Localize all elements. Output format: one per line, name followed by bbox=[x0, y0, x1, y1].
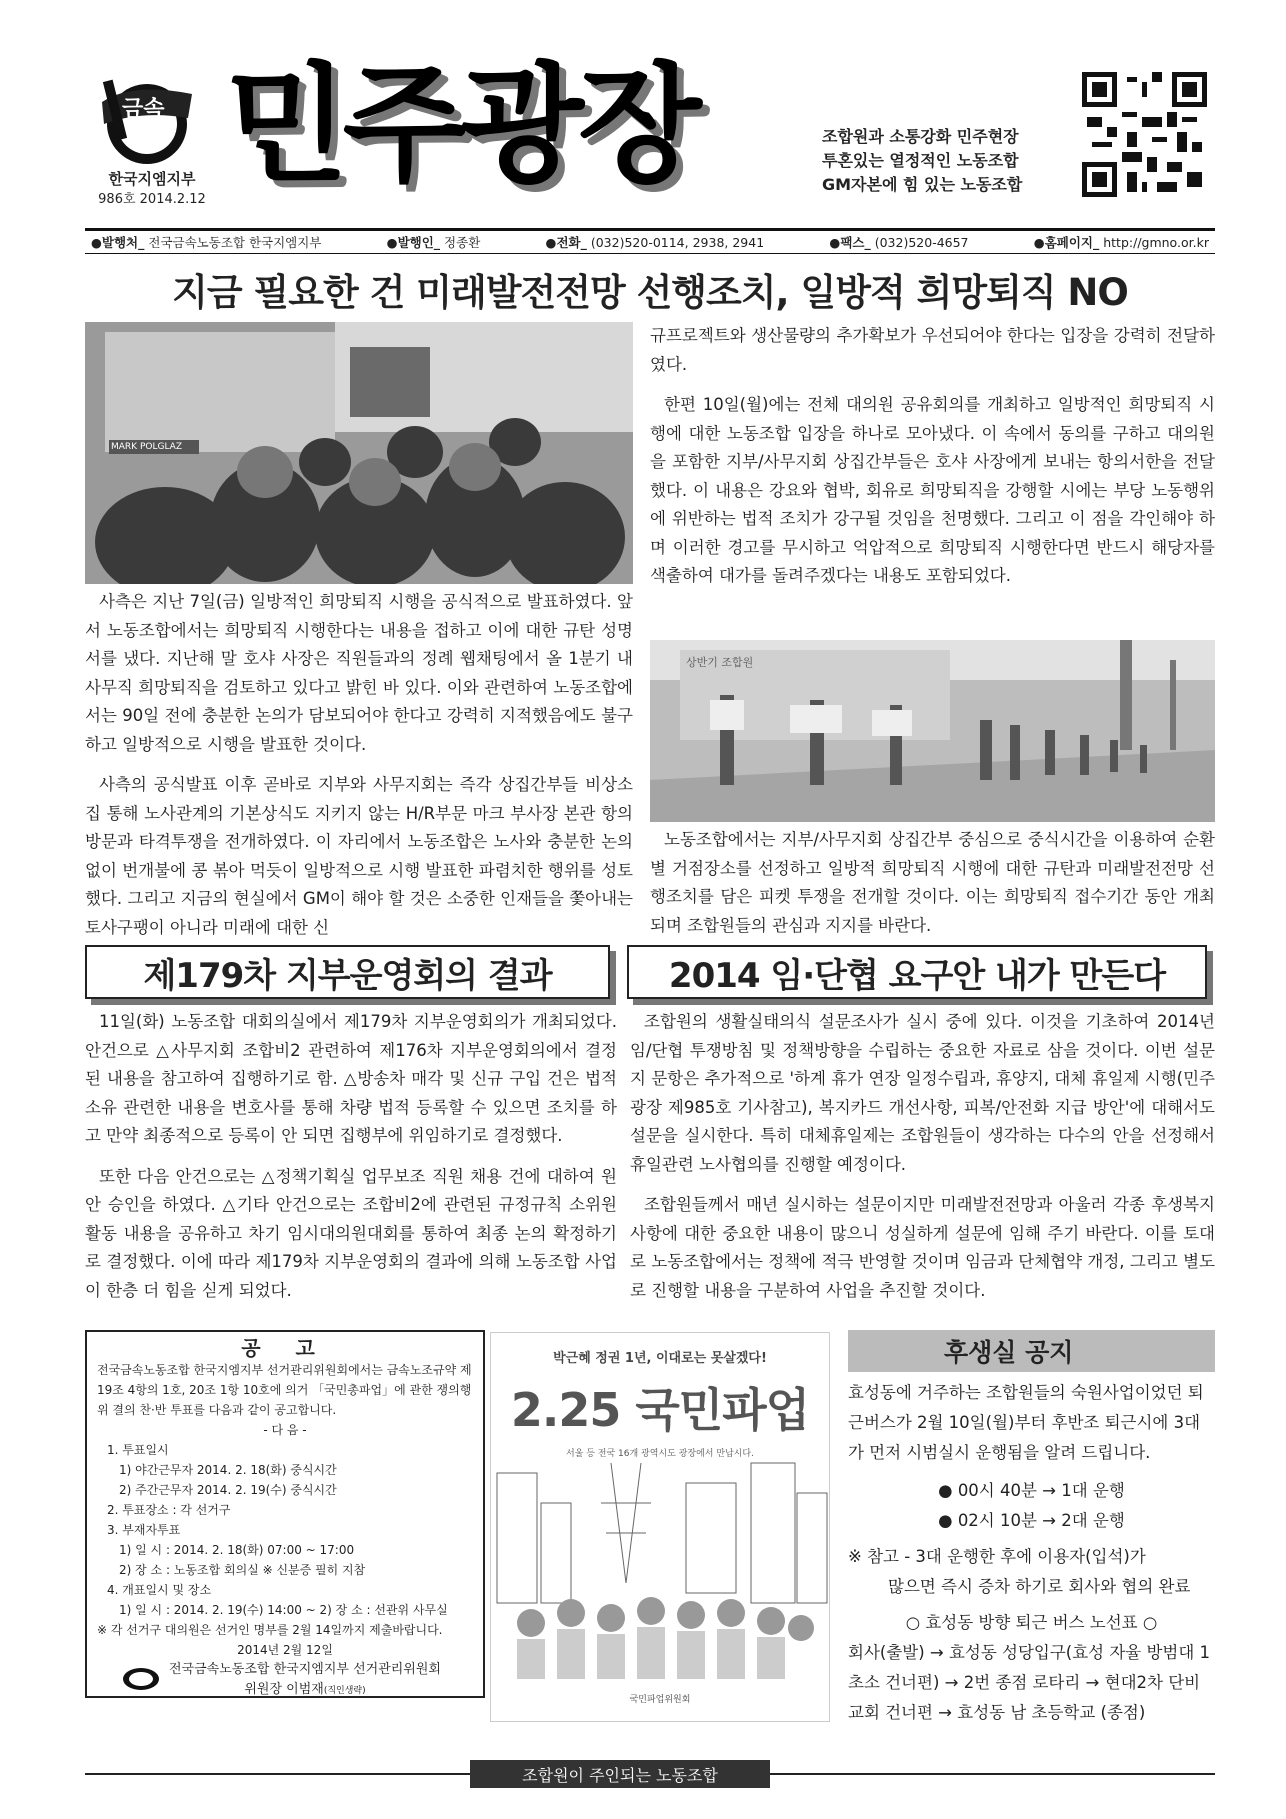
editor-info: ●발행인_ 정종환 bbox=[386, 235, 481, 250]
notice-signature-org: 전국금속노동조합 한국지엠지부 선거관리위원회 bbox=[169, 1662, 441, 1677]
welfare-intro: 효성동에 거주하는 조합원들의 숙원사업이었던 퇴근버스가 2월 10일(월)부터 후반조 퇴근시에 3대가 먼저 시범실시 운행됨을 알려 드립니다. bbox=[848, 1383, 1204, 1462]
seal-omitted: (직인생략) bbox=[323, 1686, 366, 1696]
phone-info: ●전화_ (032)520-0114, 2938, 2941 bbox=[545, 235, 765, 250]
picket-protest-photo bbox=[650, 640, 1215, 822]
article1-right-bottom bbox=[650, 826, 1215, 952]
survey-paragraph: 조합원의 생활실태의식 설문조사가 실시 중에 있다. 이것을 기초하여 2014년 임/단협 투쟁방침 및 정책방향을 수립하는 중요한 자료로 삼을 것이다. 이번 설문지 문항은 추가적으로 '하계 휴가 연장 일정수립과, 휴양지, 대체 휴일제 시행(민주광장 제985호 기사참고), 복지카드 개선사항, 피복/안전화 지급 방안'에 대해서도 설문을 실시한다. 특히 대체휴일제는 조합원들이 생각하는 다수의 안을 선정해서 휴일관련 노사협의를 진행할 예정이다. bbox=[630, 1012, 1215, 1174]
bus-route: 회사(출발) → 효성동 성당입구(효성 자율 방범대 1초소 건너편) → 2번 종점 로타리 → 현대2차 단비교회 건너편 → 효성동 남 초등학교 (종점) bbox=[848, 1643, 1211, 1722]
poster-organizer: 국민파업위원회 bbox=[629, 1695, 691, 1705]
notice-item: 2) 장 소 : 노동조합 회의실 ※ 신분증 필히 지참 bbox=[119, 1563, 366, 1577]
slogans bbox=[822, 125, 1022, 197]
fax-info: ●팩스_ (032)520-4657 bbox=[829, 235, 969, 250]
meeting-paragraph: 또한 다음 안건으로는 △정책기획실 업무보조 직원 채용 건에 대하여 원안 승인을 하였다. △기타 안건으로는 조합비2에 관련된 규정규칙 소위원 활동 내용을 공유하고 차기 임시대의원대회를 통하여 최종 논의 확정하기로 결정했다. 이에 따라 제179차 지부운영회의 결과에 의해 노동조합 사업이 한층 더 힘을 싣게 되었다. bbox=[85, 1166, 617, 1300]
article1-right-top bbox=[650, 322, 1215, 603]
election-notice-box bbox=[85, 1330, 485, 1698]
qr-code[interactable] bbox=[1082, 72, 1207, 197]
protest-photo-office bbox=[85, 322, 633, 584]
notice-item: 1) 일 시 : 2014. 2. 18(화) 07:00 ~ 17:00 bbox=[119, 1543, 355, 1557]
publisher-info: ●발행처_ 전국금속노동조합 한국지엠지부 bbox=[91, 235, 322, 250]
article1-paragraph: 사측의 공식발표 이후 곧바로 지부와 사무지회는 즉각 상집간부들 비상소집 통해 노사관계의 기본상식도 지키지 않는 H/R부문 마크 부사장 본관 항의방문과 타격투쟁을 전개하였다. 이 자리에서 노동조합은 노사와 충분한 논의 없이 번개불에 콩 볶아 먹듯이 일방적으로 시행 발표한 파렴치한 행위를 성토했다. 그리고 지금의 현실에서 GM이 해야 할 것은 소중한 인재들을 쫓아내는 토사구팽이 아니라 미래에 대한 신 bbox=[85, 775, 633, 937]
wage-survey-text bbox=[630, 1008, 1215, 1317]
article1-paragraph: 한편 10일(월)에는 전체 대의원 공유회의를 개최하고 일방적인 희망퇴직 시행에 대한 노동조합 입장을 하나로 모아냈다. 이 속에서 동의를 구하고 대의원을 포함한 지부/사무지회 상집간부들은 호샤 사장에게 보내는 항의서한을 전달했다. 이 내용은 강요와 협박, 회유로 희망퇴직을 강행할 시에는 부당 노동행위에 위반하는 법적 조치가 강구될 것임을 천명했다. 그리고 이 점을 각인해야 하며 이러한 경고를 무시하고 억압적으로 희망퇴직 시행한다면 반드시 해당자를 색출하여 대가를 돌려주겠다는 내용도 포함되었다. bbox=[650, 395, 1215, 585]
welfare-notice-body bbox=[848, 1378, 1215, 1728]
poster-title: 2.25 국민파업 bbox=[510, 1383, 810, 1437]
bus-schedule-item: ● 02시 10분 → 2대 운행 bbox=[938, 1511, 1125, 1530]
meeting-paragraph: 11일(화) 노동조합 대회의실에서 제179차 지부운영회의가 개최되었다. 안건으로 △사무지회 조합비2 관련하여 제176차 지부운영회의에서 결정된 내용을 참고하여 집행하기로 함. △방송차 매각 및 신규 구입 건은 법적 소유 관련한 내용을 변호사를 통해 차량 법적 등록할 수 있으면 조치를 하고 만약 최종적으로 등록이 안 되면 집행부에 위임하기로 결정했다. bbox=[85, 1012, 617, 1145]
article1-paragraph: 노동조합에서는 지부/사무지회 상집간부 중심으로 중식시간을 이용하여 순환별 거점장소를 선정하고 일방적 희망퇴직 시행에 대한 규탄과 미래발전전망 선행조치를 담은 피켓 투쟁을 전개할 것이다. 이는 희망퇴직 접수기간 동안 개최되며 조합원들의 관심과 지지를 바란다. bbox=[650, 830, 1215, 935]
notice-signature-chair: 위원장 이범재 bbox=[244, 1682, 324, 1697]
notice-item: 3. 부재자투표 bbox=[107, 1523, 181, 1537]
notice-item: 1. 투표일시 bbox=[107, 1443, 169, 1457]
slogan-1: 조합원과 소통강화 민주현장 bbox=[822, 127, 1019, 146]
section-heading-meeting-results: 제179차 지부운영회의 결과 bbox=[85, 945, 610, 999]
org-name: 한국지엠지부 bbox=[108, 170, 196, 188]
bus-schedule-item: ● 00시 40분 → 1대 운행 bbox=[938, 1481, 1125, 1500]
homepage-info[interactable]: ●홈페이지_ http://gmno.or.kr bbox=[1033, 235, 1209, 250]
slogan-3: GM자본에 힘 있는 노동조합 bbox=[822, 175, 1023, 194]
notice-item: 1) 일 시 : 2014. 2. 19(수) 14:00 ~ 2) 장 소 : 선관위 사무실 bbox=[119, 1603, 448, 1617]
notice-item: 4. 개표일시 및 장소 bbox=[107, 1583, 212, 1597]
survey-paragraph: 조합원들께서 매년 실시하는 설문이지만 미래발전전망과 아울러 각종 후생복지사항에 대한 중요한 내용이 많으니 성실하게 설문에 임해 주기 바란다. 이를 토대로 노동조합에서는 정책에 적극 반영할 것이며 임금과 단체협약 개정, 그리고 별도로 진행할 내용을 구분하여 사업을 추진할 것이다. bbox=[630, 1195, 1215, 1300]
bus-route-title: ○ 효성동 방향 퇴근 버스 노선표 ○ bbox=[905, 1613, 1158, 1632]
notice-subtitle: - 다 음 - bbox=[263, 1423, 307, 1437]
article1-left bbox=[85, 588, 633, 954]
notice-item: 1) 야간근무자 2014. 2. 18(화) 중식시간 bbox=[119, 1463, 337, 1477]
notice-item: 2) 주간근무자 2014. 2. 19(수) 중식시간 bbox=[119, 1483, 337, 1497]
poster-crowd-illustration bbox=[491, 1443, 830, 1703]
welfare-reference: 많으면 즉시 증차 하기로 회사와 협의 완료 bbox=[888, 1577, 1191, 1596]
notice-item: 2. 투표장소 : 각 선거구 bbox=[107, 1503, 231, 1517]
slogan-2: 투혼있는 열정적인 노동조합 bbox=[822, 151, 1019, 170]
small-union-logo bbox=[121, 1665, 161, 1697]
article1-paragraph: 규프로젝트와 생산물량의 추가확보가 우선되어야 한다는 입장을 강력히 전달하였다. bbox=[650, 326, 1215, 374]
poster-slogan: 박근혜 정권 1년, 이대로는 못살겠다! bbox=[553, 1351, 767, 1366]
notice-note: ※ 각 선거구 대의원은 선거인 명부를 2월 14일까지 제출바랍니다. bbox=[97, 1623, 443, 1637]
meeting-results-text bbox=[85, 1008, 617, 1317]
footer-slogan: 조합원이 주인되는 노동조합 bbox=[470, 1760, 770, 1788]
union-logo bbox=[92, 72, 202, 168]
photo2-banner-text: 상반기 조합원 bbox=[686, 656, 754, 669]
notice-intro: 전국금속노동조합 한국지엠지부 선거관리위원회에서는 금속노조규약 제19조 4항의 1호, 20조 1항 10호에 의거 「국민총파업」에 관한 쟁의행위 결의 찬·반 투표를 다음과 같이 공고합니다. bbox=[97, 1363, 472, 1417]
notice-title: 공 고 bbox=[241, 1336, 329, 1360]
publisher-info-bar bbox=[85, 228, 1215, 254]
newsletter-title: 민주광장 bbox=[225, 51, 696, 200]
main-headline: 지금 필요한 건 미래발전전망 선행조치, 일방적 희망퇴직 NO bbox=[172, 271, 1128, 314]
issue-info: 986호 2014.2.12 bbox=[98, 192, 206, 207]
welfare-reference: ※ 참고 - 3대 운행한 후에 이용자(입석)가 bbox=[848, 1547, 1146, 1566]
welfare-notice-title: 후생실 공지 bbox=[848, 1330, 1215, 1372]
logo-text: 금속 bbox=[122, 97, 165, 122]
general-strike-poster bbox=[490, 1332, 830, 1722]
section-heading-wage-survey: 2014 임·단협 요구안 내가 만든다 bbox=[627, 945, 1207, 999]
article1-paragraph: 사측은 지난 7일(금) 일방적인 희망퇴직 시행을 공식적으로 발표하였다. 앞서 노동조합에서는 희망퇴직 시행한다는 내용을 접하고 이에 대한 규탄 성명서를 냈다. 지난해 말 호샤 사장은 직원들과의 정례 웹채팅에서 올 1분기 내 사무직 희망퇴직을 검토하고 있다고 밝힌 바 있다. 이와 관련하여 노동조합에서는 90일 전에 충분한 논의가 담보되어야 한다고 강력히 지적했음에도 불구하고 일방적으로 시행을 발표한 것이다. bbox=[85, 592, 633, 754]
photo1-door-sign: MARK POLGLAZ bbox=[111, 442, 182, 452]
notice-date: 2014년 2월 12일 bbox=[237, 1643, 333, 1657]
poster-subtitle: 서울 등 전국 16개 광역시도 광장에서 만납시다. bbox=[566, 1449, 754, 1459]
